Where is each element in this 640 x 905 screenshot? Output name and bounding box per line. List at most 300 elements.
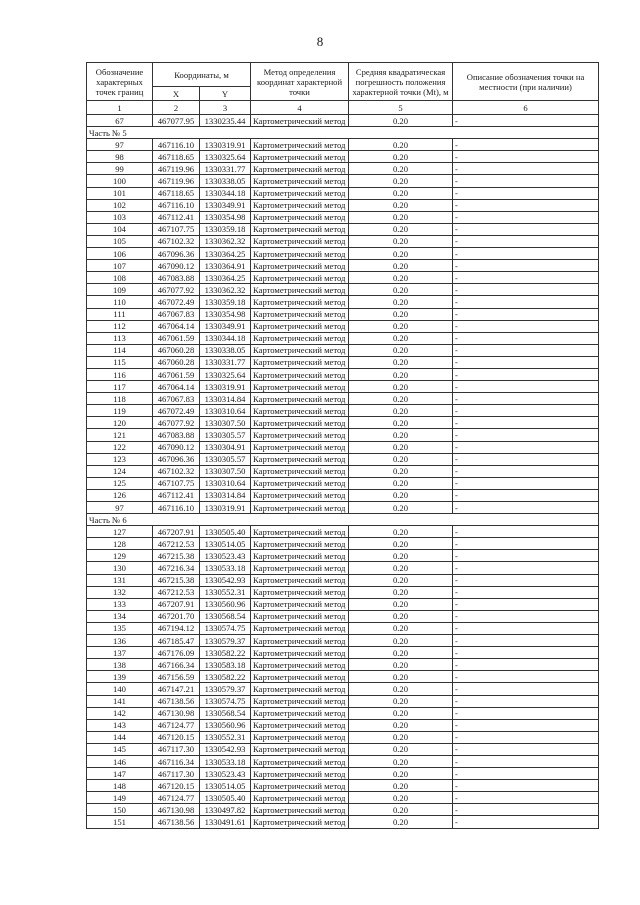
description: - [453, 707, 599, 719]
method: Картометрический метод [251, 344, 349, 356]
coord-x: 467119.96 [153, 163, 200, 175]
method: Картометрический метод [251, 610, 349, 622]
table-row [87, 526, 599, 538]
method: Картометрический метод [251, 417, 349, 429]
coord-x: 467090.12 [153, 441, 200, 453]
table-row [87, 453, 599, 465]
point-number: 139 [87, 671, 153, 683]
coord-y: 1330354.98 [200, 308, 251, 320]
method: Картометрический метод [251, 284, 349, 296]
method: Картометрический метод [251, 526, 349, 538]
coord-x: 467212.53 [153, 586, 200, 598]
precision: 0.20 [349, 235, 453, 247]
coord-y: 1330582.22 [200, 671, 251, 683]
description: - [453, 381, 599, 393]
point-number: 112 [87, 320, 153, 332]
point-number: 138 [87, 659, 153, 671]
coord-y: 1330579.37 [200, 683, 251, 695]
coord-x: 467077.95 [153, 115, 200, 127]
description: - [453, 477, 599, 489]
precision: 0.20 [349, 199, 453, 211]
precision: 0.20 [349, 465, 453, 477]
description: - [453, 574, 599, 586]
precision: 0.20 [349, 151, 453, 163]
description: - [453, 635, 599, 647]
precision: 0.20 [349, 381, 453, 393]
table-row [87, 780, 599, 792]
description: - [453, 768, 599, 780]
table-row [87, 574, 599, 586]
table-row [87, 211, 599, 223]
description: - [453, 163, 599, 175]
method: Картометрический метод [251, 139, 349, 151]
point-number: 132 [87, 586, 153, 598]
coord-x: 467194.12 [153, 622, 200, 634]
description: - [453, 659, 599, 671]
coord-y: 1330505.40 [200, 526, 251, 538]
coord-x: 467212.53 [153, 538, 200, 550]
method: Картометрический метод [251, 248, 349, 260]
coord-x: 467116.10 [153, 139, 200, 151]
table-row [87, 792, 599, 804]
point-number: 149 [87, 792, 153, 804]
method: Картометрический метод [251, 235, 349, 247]
method: Картометрический метод [251, 163, 349, 175]
method: Картометрический метод [251, 659, 349, 671]
coord-y: 1330319.91 [200, 139, 251, 151]
method: Картометрический метод [251, 381, 349, 393]
precision: 0.20 [349, 489, 453, 501]
precision: 0.20 [349, 695, 453, 707]
table-row [87, 223, 599, 235]
description: - [453, 647, 599, 659]
table-row [87, 332, 599, 344]
method: Картометрический метод [251, 731, 349, 743]
description: - [453, 272, 599, 284]
coord-x: 467064.14 [153, 320, 200, 332]
coord-y: 1330325.64 [200, 368, 251, 380]
coord-y: 1330568.54 [200, 610, 251, 622]
coord-y: 1330574.75 [200, 695, 251, 707]
method: Картометрический метод [251, 804, 349, 816]
coord-x: 467112.41 [153, 211, 200, 223]
coord-y: 1330310.64 [200, 405, 251, 417]
coordinates-table [86, 62, 599, 829]
description: - [453, 211, 599, 223]
table-row [87, 284, 599, 296]
description: - [453, 235, 599, 247]
coord-x: 467147.21 [153, 683, 200, 695]
coord-x: 467120.15 [153, 731, 200, 743]
point-number: 137 [87, 647, 153, 659]
method: Картометрический метод [251, 647, 349, 659]
precision: 0.20 [349, 223, 453, 235]
description: - [453, 683, 599, 695]
precision: 0.20 [349, 622, 453, 634]
coord-y: 1330542.93 [200, 743, 251, 755]
coord-y: 1330319.91 [200, 381, 251, 393]
method: Картометрический метод [251, 308, 349, 320]
precision: 0.20 [349, 550, 453, 562]
method: Картометрический метод [251, 707, 349, 719]
method: Картометрический метод [251, 175, 349, 187]
coord-x: 467156.59 [153, 671, 200, 683]
precision: 0.20 [349, 707, 453, 719]
table-row [87, 235, 599, 247]
point-number: 106 [87, 248, 153, 260]
method: Картометрический метод [251, 320, 349, 332]
coord-y: 1330331.77 [200, 356, 251, 368]
point-number: 135 [87, 622, 153, 634]
point-number: 104 [87, 223, 153, 235]
point-number: 116 [87, 368, 153, 380]
method: Картометрический метод [251, 405, 349, 417]
point-number: 120 [87, 417, 153, 429]
coord-x: 467176.09 [153, 647, 200, 659]
description: - [453, 405, 599, 417]
point-number: 121 [87, 429, 153, 441]
coord-x: 467116.10 [153, 502, 200, 514]
coord-x: 467201.70 [153, 610, 200, 622]
precision: 0.20 [349, 356, 453, 368]
table-row [87, 477, 599, 489]
coord-y: 1330307.50 [200, 465, 251, 477]
header-description: Описание обозначения точки на местности (при наличии) [453, 63, 599, 101]
description: - [453, 731, 599, 743]
description: - [453, 610, 599, 622]
coord-x: 467083.88 [153, 429, 200, 441]
precision: 0.20 [349, 719, 453, 731]
coord-x: 467207.91 [153, 598, 200, 610]
point-number: 126 [87, 489, 153, 501]
coord-y: 1330574.75 [200, 622, 251, 634]
precision: 0.20 [349, 538, 453, 550]
description: - [453, 804, 599, 816]
point-number: 111 [87, 308, 153, 320]
coord-y: 1330305.57 [200, 429, 251, 441]
precision: 0.20 [349, 502, 453, 514]
description: - [453, 187, 599, 199]
description: - [453, 308, 599, 320]
table-row [87, 272, 599, 284]
point-number: 97 [87, 502, 153, 514]
coord-y: 1330568.54 [200, 707, 251, 719]
coord-y: 1330319.91 [200, 502, 251, 514]
coord-y: 1330344.18 [200, 187, 251, 199]
method: Картометрический метод [251, 755, 349, 767]
description: - [453, 344, 599, 356]
point-number: 108 [87, 272, 153, 284]
coord-y: 1330338.05 [200, 344, 251, 356]
coord-x: 467118.65 [153, 151, 200, 163]
column-number: 5 [349, 101, 453, 115]
method: Картометрический метод [251, 743, 349, 755]
table-row [87, 586, 599, 598]
method: Картометрический метод [251, 780, 349, 792]
table-row [87, 393, 599, 405]
point-number: 114 [87, 344, 153, 356]
coord-y: 1330354.98 [200, 211, 251, 223]
table-row [87, 199, 599, 211]
description: - [453, 139, 599, 151]
coord-y: 1330552.31 [200, 731, 251, 743]
description: - [453, 719, 599, 731]
table-row [87, 695, 599, 707]
coord-x: 467060.28 [153, 356, 200, 368]
point-number: 128 [87, 538, 153, 550]
precision: 0.20 [349, 743, 453, 755]
description: - [453, 586, 599, 598]
coord-y: 1330359.18 [200, 296, 251, 308]
coord-y: 1330310.64 [200, 477, 251, 489]
description: - [453, 115, 599, 127]
point-number: 131 [87, 574, 153, 586]
method: Картометрический метод [251, 816, 349, 828]
table-row [87, 175, 599, 187]
coord-y: 1330523.43 [200, 768, 251, 780]
table-row [87, 707, 599, 719]
coord-y: 1330560.96 [200, 719, 251, 731]
coord-x: 467120.15 [153, 780, 200, 792]
coord-x: 467107.75 [153, 477, 200, 489]
coord-y: 1330349.91 [200, 320, 251, 332]
table-row [87, 368, 599, 380]
description: - [453, 368, 599, 380]
point-number: 109 [87, 284, 153, 296]
method: Картометрический метод [251, 598, 349, 610]
coord-x: 467072.49 [153, 405, 200, 417]
table-row [87, 647, 599, 659]
point-number: 107 [87, 260, 153, 272]
precision: 0.20 [349, 175, 453, 187]
table-row [87, 659, 599, 671]
coord-y: 1330491.61 [200, 816, 251, 828]
method: Картометрический метод [251, 683, 349, 695]
point-number: 134 [87, 610, 153, 622]
coord-x: 467117.30 [153, 743, 200, 755]
description: - [453, 356, 599, 368]
precision: 0.20 [349, 429, 453, 441]
table-row [87, 163, 599, 175]
method: Картометрический метод [251, 332, 349, 344]
table-row [87, 441, 599, 453]
point-number: 99 [87, 163, 153, 175]
description: - [453, 199, 599, 211]
coord-x: 467077.92 [153, 284, 200, 296]
coord-y: 1330314.84 [200, 393, 251, 405]
precision: 0.20 [349, 320, 453, 332]
coord-x: 467061.59 [153, 332, 200, 344]
coord-x: 467138.56 [153, 816, 200, 828]
table-row [87, 719, 599, 731]
precision: 0.20 [349, 284, 453, 296]
table-row [87, 405, 599, 417]
coord-x: 467067.83 [153, 393, 200, 405]
coord-x: 467117.30 [153, 768, 200, 780]
precision: 0.20 [349, 211, 453, 223]
point-number: 147 [87, 768, 153, 780]
coord-y: 1330552.31 [200, 586, 251, 598]
coord-x: 467216.34 [153, 562, 200, 574]
point-number: 123 [87, 453, 153, 465]
precision: 0.20 [349, 332, 453, 344]
point-number: 148 [87, 780, 153, 792]
coord-x: 467083.88 [153, 272, 200, 284]
part-title: Часть № 5 [87, 127, 599, 139]
point-number: 125 [87, 477, 153, 489]
point-number: 102 [87, 199, 153, 211]
point-number: 133 [87, 598, 153, 610]
method: Картометрический метод [251, 477, 349, 489]
description: - [453, 816, 599, 828]
coord-x: 467077.92 [153, 417, 200, 429]
precision: 0.20 [349, 139, 453, 151]
point-number: 122 [87, 441, 153, 453]
method: Картометрический метод [251, 356, 349, 368]
precision: 0.20 [349, 296, 453, 308]
precision: 0.20 [349, 647, 453, 659]
coord-x: 467130.98 [153, 707, 200, 719]
precision: 0.20 [349, 755, 453, 767]
part-title: Часть № 6 [87, 514, 599, 526]
description: - [453, 538, 599, 550]
description: - [453, 780, 599, 792]
precision: 0.20 [349, 248, 453, 260]
header-coordinates: Координаты, м [153, 63, 251, 87]
table-row [87, 151, 599, 163]
coord-x: 467130.98 [153, 804, 200, 816]
method: Картометрический метод [251, 429, 349, 441]
table-row [87, 622, 599, 634]
precision: 0.20 [349, 187, 453, 199]
precision: 0.20 [349, 405, 453, 417]
coord-y: 1330497.82 [200, 804, 251, 816]
column-number: 4 [251, 101, 349, 115]
method: Картометрический метод [251, 586, 349, 598]
point-number: 124 [87, 465, 153, 477]
precision: 0.20 [349, 610, 453, 622]
table-row [87, 260, 599, 272]
table-row [87, 417, 599, 429]
precision: 0.20 [349, 731, 453, 743]
coord-x: 467102.32 [153, 465, 200, 477]
precision: 0.20 [349, 308, 453, 320]
method: Картометрический метод [251, 151, 349, 163]
point-number: 150 [87, 804, 153, 816]
method: Картометрический метод [251, 695, 349, 707]
coord-x: 467067.83 [153, 308, 200, 320]
table-row [87, 248, 599, 260]
precision: 0.20 [349, 586, 453, 598]
method: Картометрический метод [251, 574, 349, 586]
part-header-row [87, 127, 599, 139]
coord-y: 1330331.77 [200, 163, 251, 175]
precision: 0.20 [349, 683, 453, 695]
coord-y: 1330533.18 [200, 755, 251, 767]
point-number: 144 [87, 731, 153, 743]
precision: 0.20 [349, 780, 453, 792]
table-row [87, 804, 599, 816]
point-number: 101 [87, 187, 153, 199]
coord-x: 467107.75 [153, 223, 200, 235]
point-number: 140 [87, 683, 153, 695]
description: - [453, 175, 599, 187]
description: - [453, 248, 599, 260]
point-number: 67 [87, 115, 153, 127]
method: Картометрический метод [251, 199, 349, 211]
table-row [87, 187, 599, 199]
table-body [87, 115, 599, 829]
method: Картометрический метод [251, 538, 349, 550]
coord-x: 467096.36 [153, 248, 200, 260]
description: - [453, 502, 599, 514]
method: Картометрический метод [251, 260, 349, 272]
precision: 0.20 [349, 659, 453, 671]
precision: 0.20 [349, 368, 453, 380]
coord-y: 1330582.22 [200, 647, 251, 659]
table-row [87, 610, 599, 622]
precision: 0.20 [349, 671, 453, 683]
coord-y: 1330349.91 [200, 199, 251, 211]
method: Картометрический метод [251, 502, 349, 514]
coord-y: 1330235.44 [200, 115, 251, 127]
description: - [453, 223, 599, 235]
table-row [87, 344, 599, 356]
coord-y: 1330514.05 [200, 780, 251, 792]
point-number: 115 [87, 356, 153, 368]
method: Картометрический метод [251, 671, 349, 683]
description: - [453, 792, 599, 804]
precision: 0.20 [349, 441, 453, 453]
coord-y: 1330533.18 [200, 562, 251, 574]
method: Картометрический метод [251, 719, 349, 731]
coord-x: 467060.28 [153, 344, 200, 356]
point-number: 142 [87, 707, 153, 719]
precision: 0.20 [349, 477, 453, 489]
coord-x: 467119.96 [153, 175, 200, 187]
header-designation: Обозначение характерных точек границ [87, 63, 153, 101]
precision: 0.20 [349, 260, 453, 272]
table-row [87, 768, 599, 780]
table-row [87, 731, 599, 743]
point-number: 103 [87, 211, 153, 223]
method: Картометрический метод [251, 768, 349, 780]
method: Картометрический метод [251, 792, 349, 804]
coord-y: 1330338.05 [200, 175, 251, 187]
coord-x: 467064.14 [153, 381, 200, 393]
coord-x: 467118.65 [153, 187, 200, 199]
table-row [87, 381, 599, 393]
description: - [453, 260, 599, 272]
method: Картометрический метод [251, 368, 349, 380]
point-number: 151 [87, 816, 153, 828]
description: - [453, 465, 599, 477]
point-number: 129 [87, 550, 153, 562]
point-number: 105 [87, 235, 153, 247]
page-number: 8 [316, 34, 324, 49]
description: - [453, 550, 599, 562]
description: - [453, 332, 599, 344]
table-row [87, 598, 599, 610]
description: - [453, 671, 599, 683]
point-number: 110 [87, 296, 153, 308]
column-number: 3 [200, 101, 251, 115]
method: Картометрический метод [251, 635, 349, 647]
point-number: 146 [87, 755, 153, 767]
description: - [453, 453, 599, 465]
method: Картометрический метод [251, 187, 349, 199]
table-row [87, 429, 599, 441]
